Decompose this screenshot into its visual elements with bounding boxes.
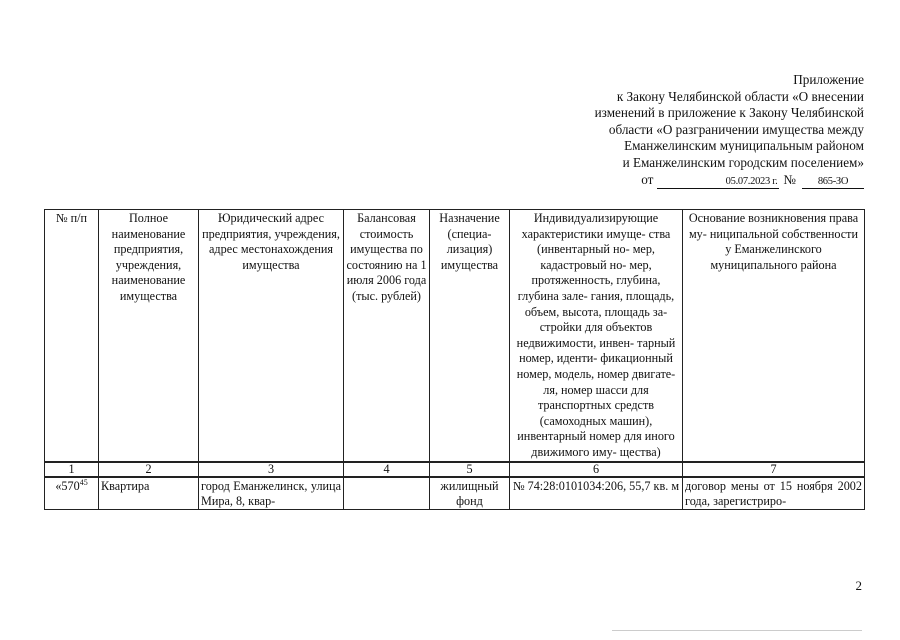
document-header: [504, 72, 864, 189]
column-number-row: [45, 462, 865, 477]
property-address: город Еманжелинск, улица Мира, 8, квар-: [201, 478, 341, 509]
property-characteristics: № 74:28:0101034:206, 55,7 кв. м: [512, 478, 680, 493]
purpose-cell: [430, 477, 510, 510]
law-date: 05.07.2023 г.: [657, 176, 779, 189]
basis-cell: [683, 477, 865, 510]
law-number: 865-ЗО: [802, 176, 864, 189]
column-header: № п/п: [45, 210, 99, 462]
row-number-cell: [45, 477, 99, 510]
column-number: 6: [510, 462, 683, 477]
property-table: [44, 209, 865, 510]
column-number: 7: [683, 462, 865, 477]
row-number: «570: [55, 478, 80, 493]
header-line-4: области «О разграничении имущества между: [608, 121, 864, 137]
column-number: 2: [99, 462, 199, 477]
property-purpose: жилищный фонд: [440, 478, 499, 509]
page-number: 2: [855, 578, 862, 593]
header-line-3: изменений в приложение к Закону Челябинской: [594, 105, 864, 121]
header-line-1: Приложение: [793, 72, 864, 87]
column-number: 5: [430, 462, 510, 477]
bottom-rule: [612, 630, 862, 631]
balance-value: [346, 479, 427, 509]
column-header: Назначение (специа- лизация) имущества: [430, 210, 510, 462]
characteristics-cell: [510, 477, 683, 510]
row-number-superscript: 45: [79, 478, 88, 487]
number-sign: №: [783, 171, 796, 187]
column-number: 4: [344, 462, 430, 477]
property-name: Квартира: [101, 478, 150, 493]
balance-cell: [344, 477, 430, 510]
header-line-6: и Еманжелинским городским поселением»: [622, 154, 864, 170]
header-line-2: к Закону Челябинской области «О внесении: [616, 88, 864, 104]
from-label: от: [641, 171, 654, 187]
table-header-row: [45, 210, 865, 462]
table-row: [45, 477, 865, 510]
address-cell: [199, 477, 344, 510]
column-number: 3: [199, 462, 344, 477]
property-name-cell: [99, 477, 199, 510]
ownership-basis: договор мены от 15 ноября 2002 года, зарегистриро-: [685, 478, 862, 509]
column-header: Полное наименование предприятия, учреждения, наименование имущества: [99, 210, 199, 462]
law-date-number: [504, 172, 864, 189]
column-header: Индивидуализирующие характеристики имуще- ства (инвентарный но- мер, кадастровый но- мер, протяженность, глубина, глубина зале- гания, площадь, объем, высота, площадь за- стройки для объектов недвижимости, инвен- тарный номер, иденти- фикационный номер, модель, номер двигате- ля, номер шасси для транспортных средств (самоходных машин), инвентарный номер для иного движимого иму- щества): [510, 210, 683, 462]
column-number: 1: [45, 462, 99, 477]
column-header: Юридический адрес предприятия, учреждения, адрес местонахождения имущества: [199, 210, 344, 462]
column-header: Основание возникновения права му- ниципальной собственности у Еманжелинского муниципального района: [683, 210, 865, 462]
header-line-5: Еманжелинским муниципальным районом: [624, 138, 864, 154]
column-header: Балансовая стоимость имущества по состоянию на 1 июля 2006 года (тыс. рублей): [344, 210, 430, 462]
